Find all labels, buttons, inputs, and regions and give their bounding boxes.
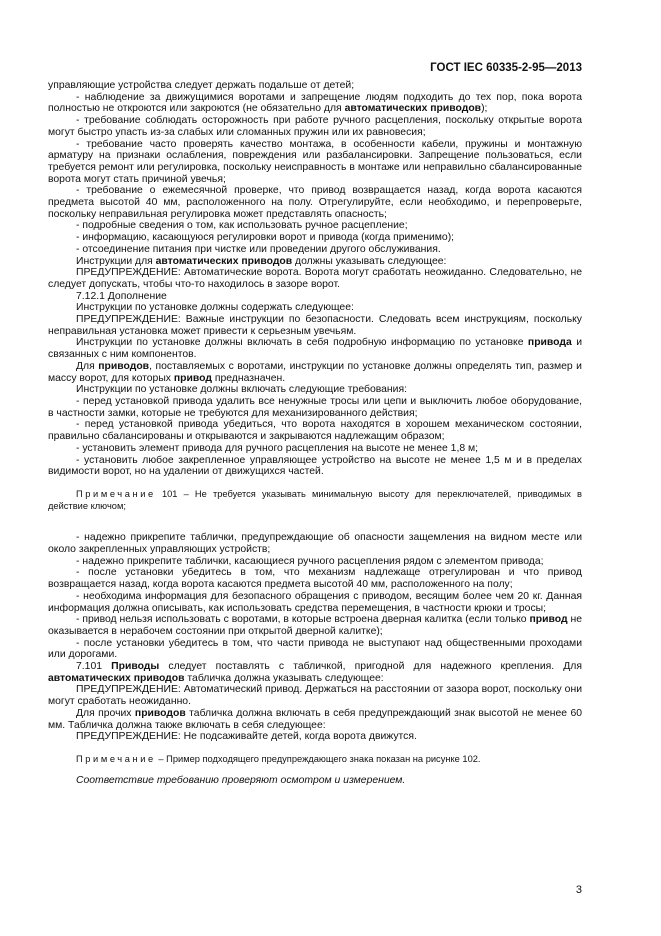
paragraph: [48, 314, 582, 337]
paragraph: [48, 708, 582, 731]
text-run: Для: [76, 360, 99, 372]
bold-term: приводов: [98, 360, 150, 372]
text-run: должны указывать следующее:: [292, 255, 447, 267]
note-101: [48, 488, 582, 512]
bold-term: приводов: [134, 707, 186, 719]
paragraph: [48, 139, 582, 186]
requirements-section: [48, 80, 582, 478]
paragraph: [48, 591, 582, 614]
text-run: - требование часто проверять качество монтажа, в особенности кабели, пружины и монтажную арматуру на признаки ослабления, повреждения или разбалансировки. Запрещение пользоваться, если требуется ремонт или регулировка, поскольку неисправность в монтаже или неправильно сбалансированные ворота могут стать причиной увечья;: [48, 138, 582, 185]
text-run: не оказывается в нерабочем состоянии при открытой дверной калитке);: [48, 614, 583, 637]
paragraph: [48, 731, 582, 743]
paragraph: [48, 256, 582, 268]
paragraph: [48, 384, 582, 396]
text-run: управляющие устройства следует держать подальше от детей;: [48, 80, 355, 91]
text-run: Инструкции по установке должны включать следующие требования:: [76, 384, 407, 396]
text-run: );: [481, 103, 488, 115]
paragraph: [48, 267, 582, 290]
text-run: 7.101: [76, 661, 112, 673]
bold-term: Приводы: [111, 661, 160, 673]
bold-term: привод: [173, 372, 212, 384]
bold-term: автоматических приводов: [344, 103, 482, 115]
paragraph: [48, 455, 582, 478]
paragraph: [48, 443, 582, 455]
text-run: ПРЕДУПРЕЖДЕНИЕ: Важные инструкции по безопасности. Следовать всем инструкциям, поскольку неправильная установка может привести к серьезным увечьям.: [48, 314, 582, 337]
paragraph: [48, 556, 582, 568]
text-run: - привод нельзя использовать с воротами, в которые встроена дверная калитка (если только: [76, 614, 530, 626]
text-run: Инструкции для: [76, 255, 156, 267]
text-run: табличка должна указывать следующее:: [184, 672, 384, 684]
paragraph: [48, 638, 582, 661]
text-run: ПРЕДУПРЕЖДЕНИЕ: Не подсаживайте детей, когда ворота движутся.: [76, 731, 417, 743]
paragraph: [48, 220, 582, 232]
bold-term: автоматических приводов: [48, 672, 185, 684]
text-run: - необходима информация для безопасного обращения с приводом, весящим более чем 20 кг. Данная информация должна описывать, как использовать средства перемещения, в частности крюки и тросы;: [48, 590, 582, 614]
text-run: 7.12.1 Дополнение: [76, 290, 167, 302]
text-run: следует поставлять с табличкой, пригодной для надежного крепления. Для: [159, 661, 582, 673]
text-run: - после установки убедитесь в том, что части привода не выступают над общественными проходами или дорогами.: [48, 637, 582, 661]
bold-term: автоматических приводов: [155, 255, 293, 267]
paragraph: [48, 232, 582, 244]
text-run: ПРЕДУПРЕЖДЕНИЕ: Автоматический привод. Держаться на расстоянии от зазора ворот, поскольку они могут сработать неожиданно.: [48, 684, 582, 708]
paragraph: [48, 661, 582, 684]
text-run: - установить элемент привода для ручного расцепления на высоте не менее 1,8 м;: [76, 442, 479, 454]
paragraph: [48, 92, 582, 115]
standard-header: ГОСТ IEC 60335-2-95—2013: [430, 62, 582, 74]
note-text: – Пример подходящего предупреждающего знака показан на рисунке 102.: [155, 753, 481, 764]
paragraph: [48, 567, 582, 590]
compliance-statement: Соответствие требованию проверяют осмотром и измерением.: [76, 775, 406, 787]
paragraph: [48, 419, 582, 442]
text-run: Для прочих: [76, 707, 135, 719]
page-number: 3: [575, 884, 582, 896]
document-body: [48, 80, 582, 787]
text-run: - перед установкой привода убедиться, что ворота находятся в хорошем механическом состоянии, правильно сбалансированы и открываются и закрываются надлежащим образом;: [48, 419, 582, 443]
paragraph: [48, 185, 582, 220]
paragraph: [48, 291, 582, 303]
text-run: табличка должна включать в себя предупреждающий знак высотой не менее 60 мм. Табличка должна также включать в себя следующее:: [48, 707, 583, 731]
bold-term: привода: [527, 337, 572, 349]
paragraph: [48, 337, 582, 360]
text-run: Инструкции по установке должны содержать следующее:: [76, 302, 354, 314]
text-run: - перед установкой привода удалить все ненужные тросы или цепи и выключить любое оборудование, в частности замки, которые не требуются для механизированного действия;: [48, 395, 582, 419]
note-label: Примечание: [76, 753, 156, 764]
text-run: - требование соблюдать осторожность при работе ручного расцепления, поскольку открытые ворота могут быстро упасть из-за слабых или сломанных пружин или их равновесия;: [48, 115, 582, 138]
text-run: - установить любое закрепленное управляющее устройство на высоте не менее 1,5 м и в пределах видимости ворот, но на удалении от движущихся частей.: [48, 454, 582, 478]
paragraph: [48, 302, 582, 314]
text-run: - требование о ежемесячной проверке, что привод возвращается назад, когда ворота касаются предмета высотой 40 мм, расположенного на полу. Отрегулируйте, если необходимо, и перепроверьте, поскольку неправильная регулировка может представлять опасность;: [48, 185, 582, 220]
installation-section: [48, 532, 582, 743]
text-run: - надежно прикрепите таблички, предупреждающие об опасности защемления на видном месте или около закрепленных управляющих устройств;: [48, 532, 582, 556]
text-run: - после установки убедитесь в том, что механизм надлежаще отрегулирован и что привод возвращается назад, когда ворота касаются предмета высотой 40 мм, расположенного на полу;: [48, 567, 582, 591]
paragraph: [48, 396, 582, 419]
text-run: - отсоединение питания при чистке или проведении другого обслуживания.: [76, 243, 441, 255]
note-example: [48, 753, 582, 765]
text-run: Инструкции по установке должны включать в себя подробную информацию по установке: [76, 337, 528, 349]
paragraph: [48, 361, 582, 384]
text-run: предназначен.: [211, 372, 286, 384]
paragraph: [48, 115, 582, 138]
note-text: 101 – Не требуется указывать минимальную высоту для переключателей, приводимых в действие ключом;: [48, 488, 582, 512]
paragraph: [48, 532, 582, 555]
text-run: , поставляемых с воротами, инструкции по установке должны определять тип, размер и массу ворот, для которых: [48, 360, 582, 384]
paragraph: [48, 80, 582, 92]
text-run: - наблюдение за движущимися воротами и запрещение людям подходить до тех пор, пока ворота полностью не откроются или закроются (не обязательно для: [48, 91, 582, 115]
text-run: - надежно прикрепите таблички, касающиеся ручного расцепления рядом с элементом привода;: [76, 555, 544, 567]
text-run: - информацию, касающуюся регулировки ворот и привода (когда применимо);: [76, 232, 455, 244]
paragraph: [48, 244, 582, 256]
text-run: и связанных с ним компонентов.: [48, 337, 582, 361]
text-run: ПРЕДУПРЕЖДЕНИЕ: Автоматические ворота. Ворота могут сработать неожиданно. Следовательно, не следует допускать, чтобы что-то находилось в зазоре ворот.: [48, 267, 582, 290]
note-label: Примечание: [76, 488, 156, 499]
paragraph: [48, 614, 582, 637]
bold-term: привод: [529, 614, 568, 626]
paragraph: [48, 684, 582, 707]
text-run: - подробные сведения о том, как использовать ручное расцепление;: [76, 220, 408, 232]
